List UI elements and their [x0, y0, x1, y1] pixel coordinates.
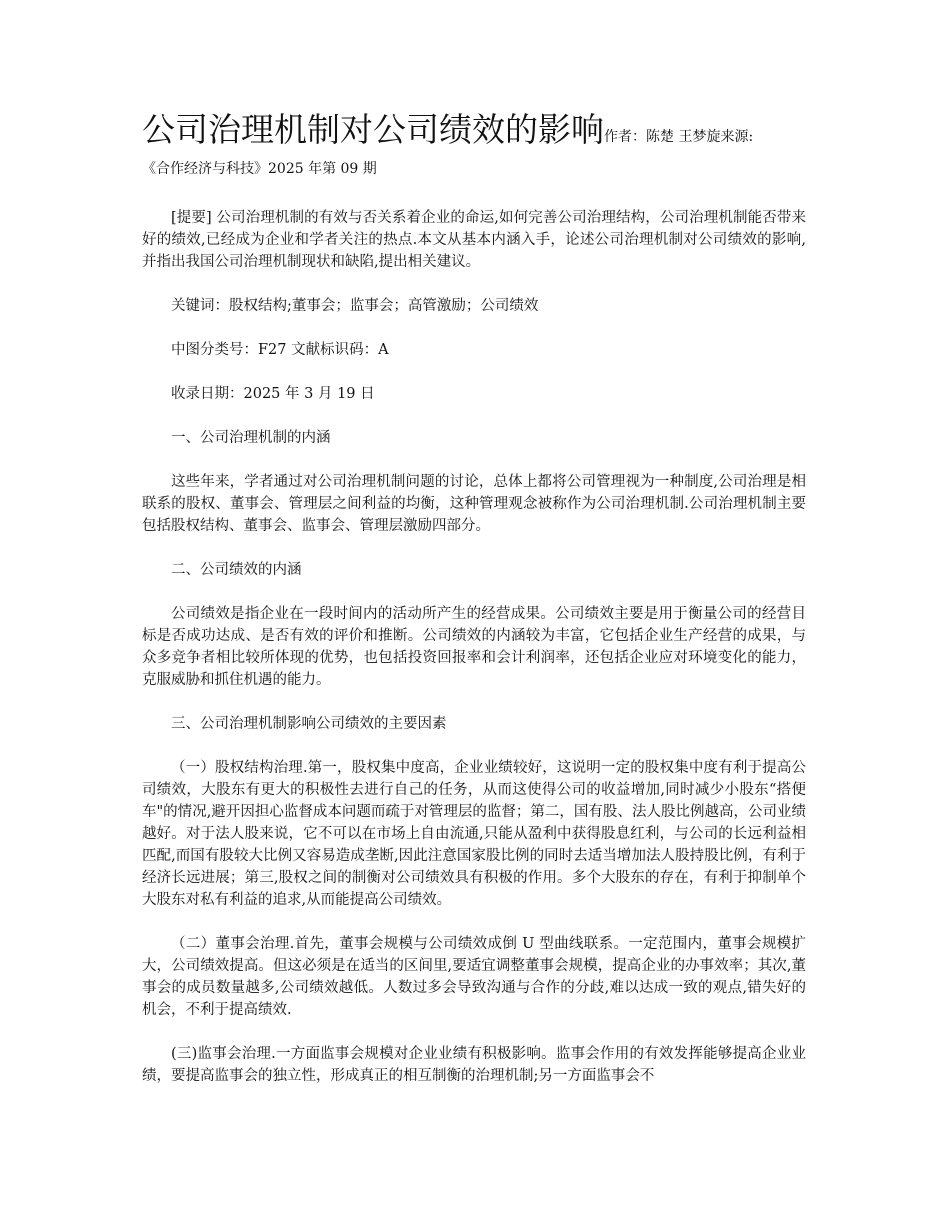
section-3-paragraph-equity: （一）股权结构治理.第一，股权集中度高，企业业绩较好，这说明一定的股权集中度有利于提高公司绩效，大股东有更大的积极性去进行自己的任务，从而这使得公司的收益增加,同时减少小股东“搭便车"的情况,避开因担心监督成本问题而疏于对管理层的监督；第二，国有股、法人股比例越高，公司业绩越好。对于法人股来说，它不可以在市场上自由流通,只能从盈利中获得股息红利，与公司的长远利益相匹配,而国有股较大比例又容易造成垄断,因此注意国家股比例的同时去适当增加法人股持股比例，有利于经济长远进展；第三,股权之间的制衡对公司绩效具有积极的作用。多个大股东的存在，有利于抑制单个大股东对私有利益的追求,从而能提高公司绩效。 — [142, 760, 806, 908]
article-body — [142, 108, 806, 1109]
classification-line: 中图分类号：F27 文献标识码：A — [171, 342, 389, 358]
section-heading-1: 一、公司治理机制的内涵 — [171, 430, 331, 446]
section-2-paragraph: 公司绩效是指企业在一段时间内的活动所产生的经营成果。公司绩效主要是用于衡量公司的经营目标是否成功达成、是否有效的评价和推断。公司绩效的内涵较为丰富，它包括企业生产经营的成果，与众多竞争者相比较所体现的优势，也包括投资回报率和会计利润率，还包括企业应对环境变化的能力，克服威胁和抓住机遇的能力。 — [142, 606, 806, 688]
section-3-paragraph-board: （二）董事会治理.首先，董事会规模与公司绩效成倒 U 型曲线联系。一定范围内，董事会规模扩大，公司绩效提高。但这必须是在适当的区间里,要适宜调整董事会规模，提高企业的办事效率；其次,董事会的成员数量越多,公司绩效越低。人数过多会导致沟通与合作的分歧,难以达成一致的观点,错失好的机会，不利于提高绩效. — [142, 936, 806, 1018]
keywords-line: 关键词：股权结构;董事会；监事会；高管激励；公司绩效 — [171, 298, 539, 314]
section-heading-2: 二、公司绩效的内涵 — [171, 562, 302, 578]
article-authors: 作者：陈楚 王梦旋来源: — [604, 129, 754, 145]
title-line — [142, 108, 806, 159]
section-1-paragraph: 这些年来，学者通过对公司治理机制问题的讨论，总体上都将公司管理视为一种制度,公司治理是相联系的股权、董事会、管理层之间利益的均衡，这种管理观念被称作为公司治理机制.公司治理机制主要包括股权结构、董事会、监事会、管理层激励四部分。 — [142, 474, 806, 534]
abstract-paragraph: [提要] 公司治理机制的有效与否关系着企业的命运,如何完善公司治理结构，公司治理机制能否带来好的绩效,已经成为企业和学者关注的热点.本文从基本内涵入手，论述公司治理机制对公司绩效的影响,并指出我国公司治理机制现状和缺陷,提出相关建议。 — [142, 210, 806, 270]
section-heading-3: 三、公司治理机制影响公司绩效的主要因素 — [171, 716, 447, 732]
section-3-paragraph-supervisory: (三)监事会治理.一方面监事会规模对企业业绩有积极影响。监事会作用的有效发挥能够提高企业业绩，要提高监事会的独立性，形成真正的相互制衡的治理机制;另一方面监事会不 — [142, 1046, 806, 1084]
article-source: 《合作经济与科技》2025 年第 09 期 — [142, 161, 377, 177]
received-date-line: 收录日期：2025 年 3 月 19 日 — [171, 386, 375, 402]
article-title: 公司治理机制对公司绩效的影响 — [142, 110, 604, 149]
